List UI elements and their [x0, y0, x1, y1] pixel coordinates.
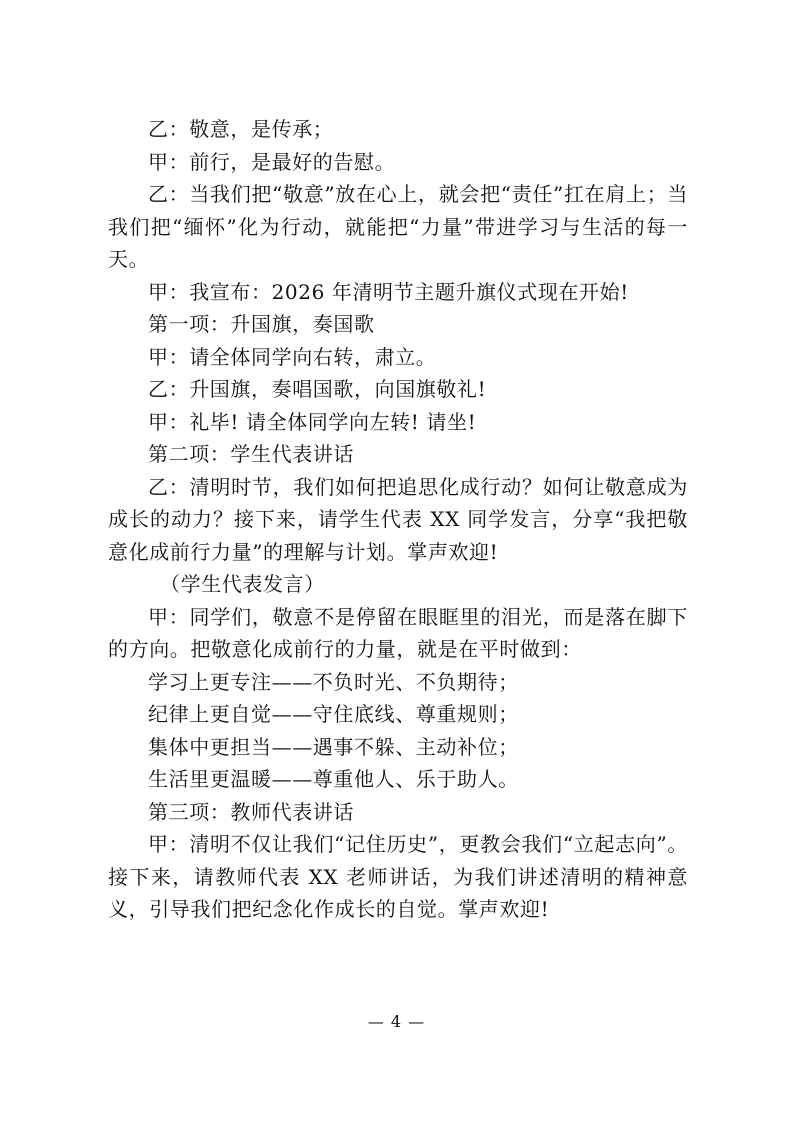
paragraph-line-1: 乙：敬意，是传承；: [148, 117, 334, 141]
list-item-study: 学习上更专注——不负时光、不负期待；: [148, 669, 519, 694]
list-item-life: 生活里更温暖——尊重他人、乐于助人。: [148, 767, 519, 791]
section-heading-3: 第三项：教师代表讲话: [148, 799, 354, 824]
page-number: — 4 —: [367, 1012, 426, 1031]
paragraph-student-speech-note: （学生代表发言）: [160, 572, 325, 596]
list-item-discipline: 纪律上更自觉——守住底线、尊重规则；: [148, 702, 519, 726]
paragraph-line-18: 甲：清明不仅让我们“记住历史”，更教会我们“立起志向”。接下来，请教师代表 XX 老师讲话，为我们讲述清明的精神意义，引导我们把纪念化作成长的自觉。掌声欢迎!: [108, 832, 688, 921]
list-item-collective: 集体中更担当——遇事不躲、主动补位；: [148, 734, 519, 759]
paragraph-line-6: 甲：请全体同学向右转，肃立。: [148, 344, 437, 369]
paragraph-line-2: 甲：前行，是最好的告慰。: [148, 149, 396, 174]
paragraph-line-12: 甲：同学们，敬意不是停留在眼眶里的泪光，而是落在脚下的方向。把敬意化成前行的力量，就是在平时做到：: [108, 604, 688, 661]
document-body: [108, 113, 688, 926]
paragraph-line-10: 乙：清明时节，我们如何把追思化成行动？如何让敬意成为成长的动力？接下来，请学生代表 XX 同学发言，分享“我把敬意化成前行力量”的理解与计划。掌声欢迎!: [108, 474, 688, 564]
paragraph-line-3: 乙：当我们把“敬意”放在心上，就会把“责任”扛在肩上；当我们把“缅怀”化为行动，就能把“力量”带进学习与生活的每一天。: [108, 182, 688, 271]
paragraph-line-8: 甲：礼毕! 请全体同学向左转! 请坐!: [148, 409, 477, 434]
section-heading-2: 第二项：学生代表讲话: [148, 442, 354, 466]
paragraph-announcement: 甲：我宣布：2026 年清明节主题升旗仪式现在开始!: [148, 279, 629, 304]
section-heading-1: 第一项：升国旗，奏国歌: [148, 312, 375, 336]
paragraph-line-7: 乙：升国旗，奏唱国歌，向国旗敬礼!: [148, 377, 487, 401]
